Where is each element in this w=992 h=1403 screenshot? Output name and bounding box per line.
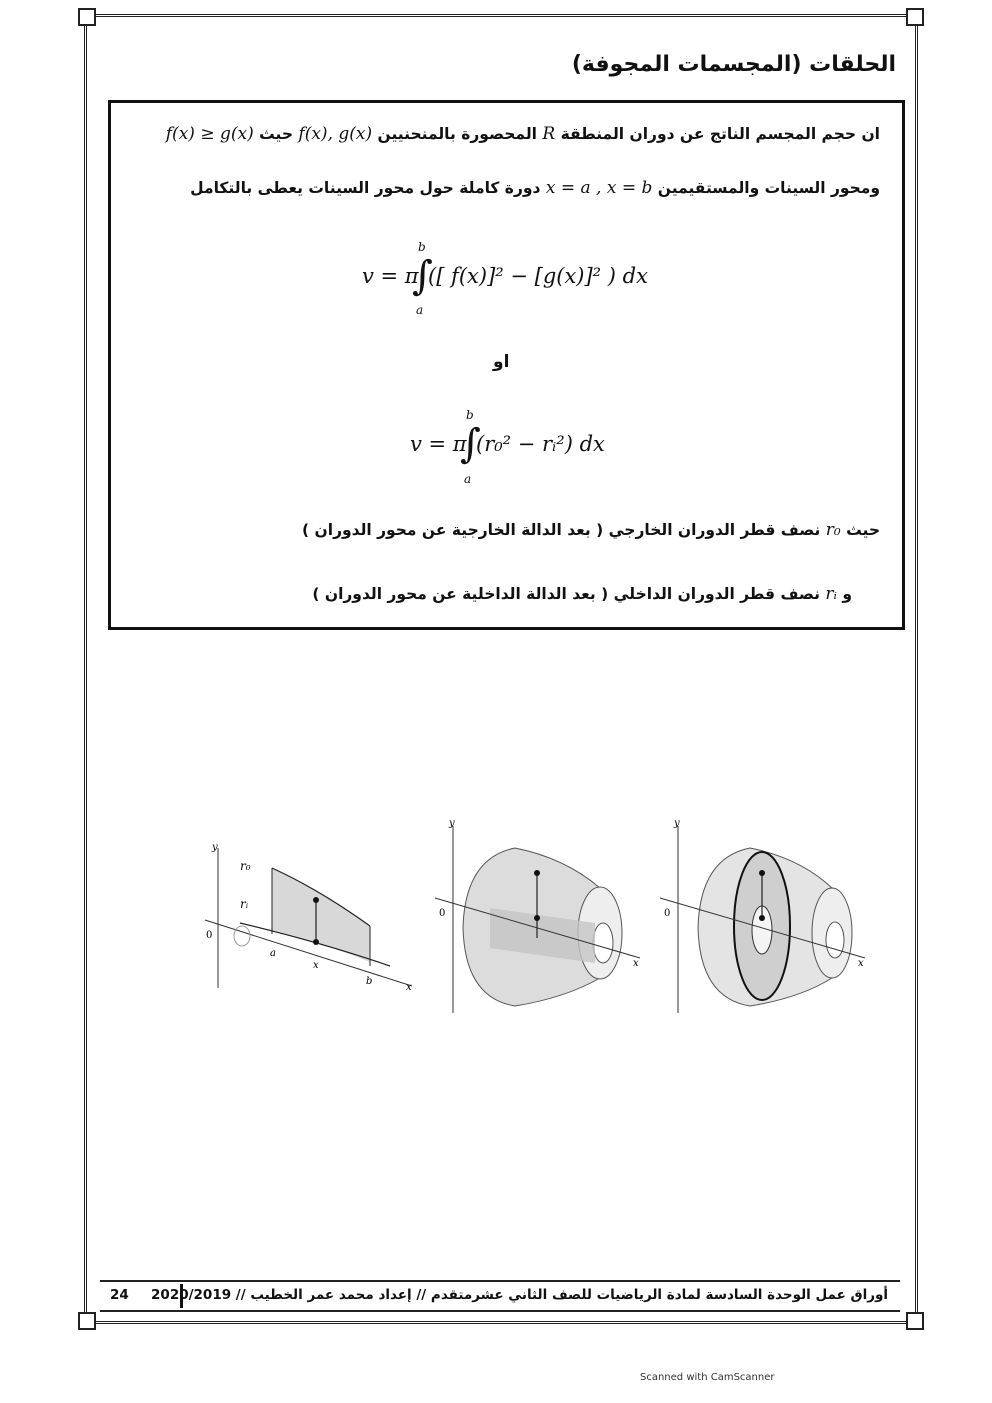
rule-line-1-where: حيث — [259, 125, 294, 143]
footer-text: أوراق عمل الوحدة السادسة لمادة الرياضيات للصف الثاني عشرمتقدم // إعداد محمد عمر الخطيب // 2020/2019 — [151, 1287, 888, 1303]
inner-hole — [826, 922, 844, 958]
inner-point — [313, 939, 319, 945]
origin-label: 0 — [439, 908, 446, 919]
condition-symbol: f(x) ≥ g(x) — [165, 124, 254, 144]
ri-label: rᵢ — [240, 897, 249, 911]
x-tick-label: x — [313, 960, 319, 971]
rule-line-2 — [190, 178, 880, 198]
y-label: y — [674, 818, 680, 829]
formula-1-body: ([ f(x)]² − [g(x)]² ) dx — [428, 264, 648, 288]
frame-corner — [78, 8, 96, 26]
outer-radius-line — [302, 520, 880, 540]
rule-line-2-text: ومحور السينات والمستقيمين — [657, 179, 880, 197]
outer-radius-text: نصف قطر الدوران الخارجي ( بعد الدالة الخارجية عن محور الدوران ) — [302, 521, 821, 539]
rule-line-1 — [166, 124, 880, 144]
outer-point — [313, 897, 319, 903]
frame-corner — [78, 1312, 96, 1330]
region-symbol: R — [542, 124, 556, 144]
inner-point — [759, 915, 765, 921]
outer-radius-prefix: حيث — [846, 521, 880, 539]
b-label: b — [366, 976, 373, 987]
y-label: y — [449, 818, 455, 829]
washer-section-figure — [650, 818, 870, 1023]
a-label: a — [270, 948, 276, 959]
frame-corner — [906, 8, 924, 26]
rule-line-1-text: ان حجم المجسم الناتج عن دوران المنطقة — [560, 125, 880, 143]
inner-radius-line — [312, 584, 852, 604]
frame-corner — [906, 1312, 924, 1330]
scanner-watermark: Scanned with CamScanner — [640, 1372, 775, 1383]
origin-label: 0 — [206, 930, 213, 941]
functions-symbol: f(x), g(x) — [298, 124, 373, 144]
x-label: x — [406, 982, 412, 993]
inner-radius-prefix: و — [842, 585, 852, 603]
x-label: x — [633, 958, 639, 969]
x-label: x — [858, 958, 864, 969]
integral-sign: ∫ — [412, 253, 433, 299]
outer-point — [759, 870, 765, 876]
outer-point — [534, 870, 540, 876]
or-word: او — [493, 352, 510, 372]
outer-radius-symbol: r₀ — [825, 520, 841, 540]
rule-line-2-end: دورة كاملة حول محور السينات يعطى بالتكامل — [190, 179, 541, 197]
ro-label: r₀ — [240, 859, 251, 873]
y-label: y — [212, 842, 218, 853]
inner-hole — [593, 923, 613, 963]
rotation-symbol — [234, 926, 250, 946]
bounds-symbol: x = a , x = b — [545, 178, 653, 198]
integral-sign: ∫ — [460, 421, 481, 467]
upper-limit: b — [466, 408, 474, 422]
formula-2-body: (r₀² − rᵢ²) dx — [476, 432, 605, 456]
lower-limit: a — [416, 303, 424, 317]
inner-radius-symbol: rᵢ — [825, 584, 837, 604]
page-footer — [100, 1280, 900, 1312]
formula-1-lhs: v = π — [362, 264, 419, 288]
upper-limit: b — [418, 240, 426, 254]
origin-label: 0 — [664, 908, 671, 919]
region-figure — [200, 838, 420, 998]
formula-2-lhs: v = π — [410, 432, 467, 456]
inner-radius-text: نصف قطر الدوران الداخلي ( بعد الدالة الداخلية عن محور الدوران ) — [312, 585, 820, 603]
lower-limit: a — [464, 472, 472, 486]
rule-line-1-middle: المحصورة بالمنحنيين — [377, 125, 537, 143]
page-title: الحلقات (المجسمات المجوفة) — [571, 52, 896, 77]
page-number: 24 — [110, 1287, 129, 1303]
inner-point — [534, 915, 540, 921]
washer-solid-figure — [425, 818, 645, 1023]
